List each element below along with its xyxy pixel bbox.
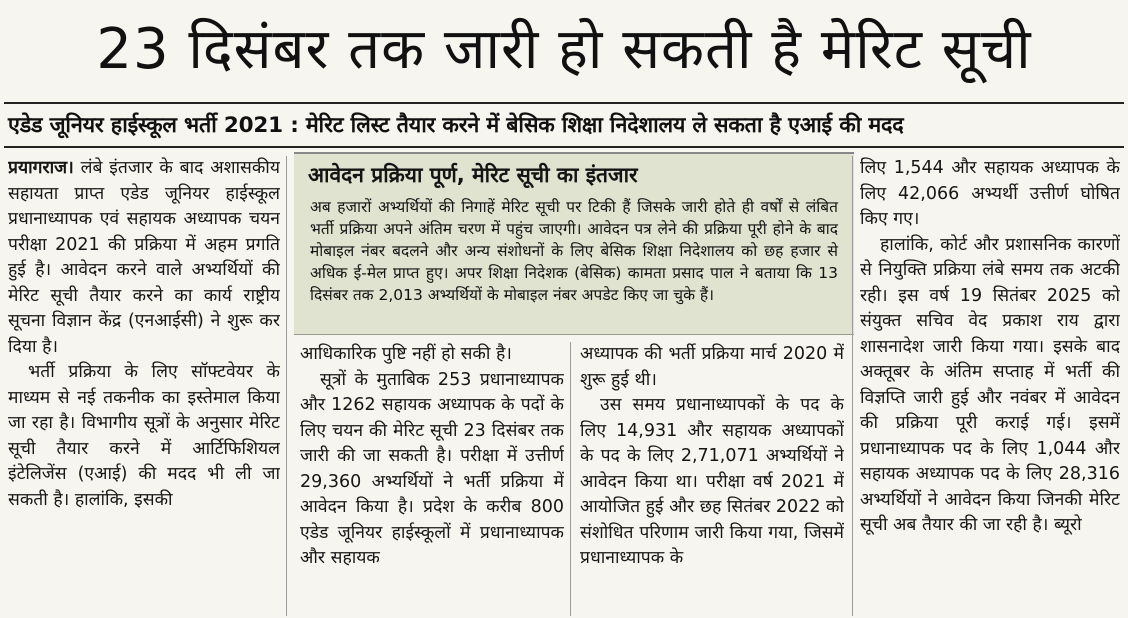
paragraph-1 [8,156,280,360]
headline-rule [4,102,1124,104]
paragraph-8-text: हालांकि, कोर्ट और प्रशासनिक कारणों से नियुक्ति प्रक्रिया लंबे समय तक अटकी रही। इस वर्ष 19 सितंबर 2025 को संयुक्त सचिव वेद प्रकाश राय द्वारा शासनादेश जारी किया गया। इसके बाद अक्तूबर के अंतिम सप्ताह में भर्ती की विज्ञप्ति जारी हुई और नवंबर में आवेदन की प्रक्रिया पूरी कराई गई। इसमें प्रधानाध्यापक पद के लिए 1,044 और सहायक अध्यापक पद के लिए 28,316 अभ्यर्थियों ने आवेदन किया जिनकी मेरिट सूची अब तैयार की जा रही है। [860,234,1120,535]
paragraph-5: अध्यापक की भर्ती प्रक्रिया मार्च 2020 में शुरू हुई थी। [580,344,844,390]
paragraph-2: भर्ती प्रक्रिया के लिए सॉफ्टवेयर के माध्यम से नई तकनीक का इस्तेमाल किया जा रहा है। विभागीय सूत्रों के अनुसार मेरिट सूची तैयार करने में आर्टिफिशियल इंटेलिजेंस (एआई) की मदद भी ली जा सकती है। हालांकि, इसकी [8,362,280,510]
box-title: आवेदन प्रक्रिया पूर्ण, मेरिट सूची का इंतजार [308,163,638,187]
subheadline-rule [4,146,1124,148]
paragraph-7: लिए 1,544 और सहायक अध्यापक के लिए 42,066 अभ्यर्थी उत्तीर्ण घोषित किए गए। [860,158,1120,229]
dateline-place: प्रयागराज। [8,158,74,178]
paragraph-3: आधिकारिक पुष्टि नहीं हो सकी है। [300,344,512,364]
paragraph-4: सूत्रों के मुताबिक 253 प्रधानाध्यापक और 1262 सहायक अध्यापक के पदों के लिए चयन की मेरिट सूची 23 दिसंबर तक जारी की जा सकती है। परीक्षा में उत्तीर्ण 29,360 अभ्यर्थियों ने भर्ती प्रक्रिया में आवेदन किया है। प्रदेश के करीब 800 एडेड जूनियर हाईस्कूलों में प्रधानाध्यापक और सहायक [300,369,564,568]
article-column-2 [300,342,564,616]
column-divider [570,342,571,616]
paragraph-1-text: लंबे इंतजार के बाद अशासकीय सहायता प्राप्त एडेड जूनियर हाईस्कूल प्रधानाध्यापक एवं सहायक अध्यापक चयन परीक्षा 2021 की प्रक्रिया में अहम प्रगति हुई है। आवेदन करने वाले अभ्यर्थियों की मेरिट सूची तैयार करने का कार्य राष्ट्रीय सूचना विज्ञान केंद्र (एनआईसी) ने शुरू कर दिया है। [8,158,280,357]
column-divider [286,156,287,616]
paragraph-8 [860,233,1120,539]
column-divider [852,156,853,616]
article-column-3 [580,342,844,616]
article-column-1 [8,156,280,616]
subheadline: एडेड जूनियर हाईस्कूल भर्ती 2021 : मेरिट लिस्ट तैयार करने में बेसिक शिक्षा निदेशालय ले सकता है एआई की मदद [8,113,904,138]
headline: 23 दिसंबर तक जारी हो सकती है मेरिट सूची [96,17,1032,82]
box-body: अब हजारों अभ्यर्थियों की निगाहें मेरिट सूची पर टिकी हैं जिसके जारी होते ही वर्षों से लंबित भर्ती प्रक्रिया अपने अंतिम चरण में पहुंच जाएगी। आवेदन पत्र लेने की प्रक्रिया पूरी होने के बाद मोबाइल नंबर बदलने और अन्य संशोधनों के लिए बेसिक शिक्षा निदेशालय को छह हजार से अधिक ई-मेल प्राप्त हुए। अपर शिक्षा निदेशक (बेसिक) कामता प्रसाद पाल ने बताया कि 13 दिसंबर तक 2,013 अभ्यर्थियों के मोबाइल नंबर अपडेट किए जा चुके हैं। [310,198,838,304]
paragraph-6: उस समय प्रधानाध्यापकों के पद के लिए 14,931 और सहायक अध्यापकों के पद के लिए 2,71,071 अभ्यर्थियों ने आवेदन किया था। परीक्षा वर्ष 2021 में आयोजित हुई और छह सितंबर 2022 को संशोधित परिणाम जारी किया गया, जिसमें प्रधानाध्यापक के [580,395,844,568]
byline: ब्यूरो [1054,515,1082,535]
highlight-box [294,152,854,335]
article-column-4 [860,156,1120,616]
